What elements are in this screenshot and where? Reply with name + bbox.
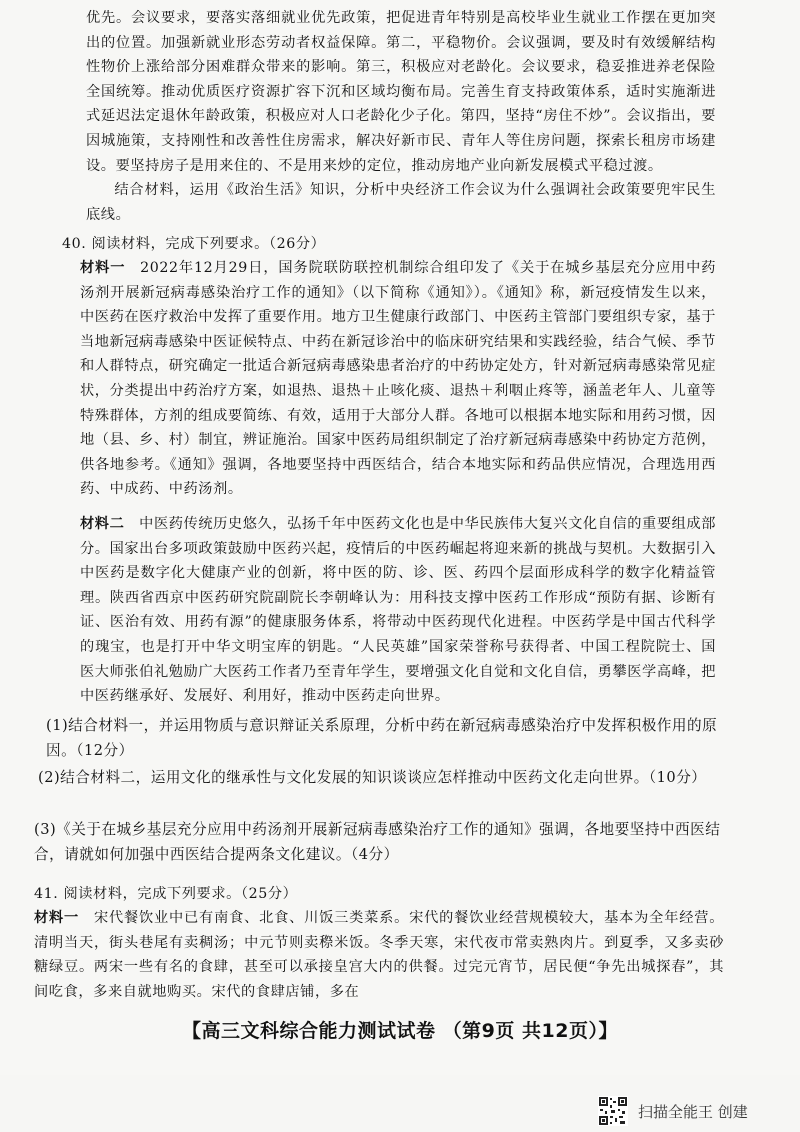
- q41-heading: 41. 阅读材料，完成下列要求。（25分）: [34, 886, 298, 902]
- q39-policy-paragraph: 优先。会议要求，要落实落细就业优先政策，把促进青年特别是高校毕业生就业工作摆在更加突出的位置。加强新就业形态劳动者权益保障。第二，平稳物价。会议强调，要及时有效缓解结构性物价上涨给部分困难群众带来的影响。第三，积极应对老龄化。会议要求，稳妥推进养老保险全国统筹。推动优质医疗资源扩容下沉和区域均衡布局。完善生育支持政策体系，适时实施渐进式延迟法定退休年龄政策，积极应对人口老龄化少子化。第四，坚持“房住不炒”。会议指出，要因城施策，支持刚性和改善性住房需求，解决好新市民、青年人等住房问题，探索长租房市场建设。要坚持房子是用来住的、不是用来炒的定位，推动房地产业向新发展模式平稳过渡。: [86, 10, 716, 174]
- q41-material-1: [34, 906, 724, 1004]
- q40-heading: 40. 阅读材料，完成下列要求。（26分）: [62, 236, 326, 252]
- page-footer: 【高三文科综合能力测试试卷 （第9页 共12页）】: [182, 1020, 618, 1042]
- q40-subquestion-1: (1)结合材料一，并运用物质与意识辩证关系原理，分析中药在新冠病毒感染治疗中发挥积极作用的原因。（12分）: [46, 717, 718, 759]
- q41-material-1-label: 材料一: [34, 910, 80, 926]
- q40-material-1: [80, 256, 716, 502]
- watermark-text: 扫描全能王 创建: [638, 1102, 748, 1121]
- q40-subquestion-2: (2)结合材料二，运用文化的继承性与文化发展的知识谈谈应怎样推动中医药文化走向世界。（10分）: [38, 769, 707, 786]
- q41-material-1-text: 宋代餐饮业中已有南食、北食、川饭三类菜系。宋代的餐饮业经营规模较大，基本为全年经营。清明当天，街头巷尾有卖稠汤；中元节则卖穄米饭。冬季天寒，宋代夜市常卖熟肉片。到夏季，又多卖砂糖绿豆。两宋一些有名的食肆，甚至可以承接皇宫大内的供餐。过完元宵节，居民便“争先出城探春”，其间吃食，多来自就地购买。宋代的食肆店铺，多在: [34, 910, 724, 1000]
- qr-code-icon: [598, 1096, 628, 1126]
- q40-material-1-label: 材料一: [80, 260, 126, 276]
- q40-material-2-label: 材料二: [80, 516, 125, 532]
- q40-material-1-text: 2022年12月29日，国务院联防联控机制综合组印发了《关于在城乡基层充分应用中药汤剂开展新冠病毒感染治疗工作的通知》（以下简称《通知》）。《通知》称，新冠疫情发生以来，中医药在医疗救治中发挥了重要作用。地方卫生健康行政部门、中医药主管部门要组织专家，基于当地新冠病毒感染中医证候特点、中药在新冠诊治中的临床研究结果和实践经验，结合气候、季节和人群特点，研究确定一批适合新冠病毒感染患者治疗的中药协定处方，针对新冠病毒感染常见症状，分类提出中药治疗方案，如退热、退热＋止咳化痰、退热＋利咽止疼等，涵盖老年人、儿童等特殊群体，方剂的组成要简练、有效，适用于大部分人群。各地可以根据本地实际和用药习惯，因地（县、乡、村）制宜，辨证施治。国家中医药局组织制定了治疗新冠病毒感染中药协定方范例，供各地参考。《通知》强调，各地要坚持中西医结合，结合本地实际和药品供应情况，合理选用西药、中成药、中药汤剂。: [80, 260, 716, 498]
- scanner-watermark: [598, 1096, 748, 1126]
- q40-material-2: [80, 512, 716, 709]
- q40-subquestion-3: (3)《关于在城乡基层充分应用中药汤剂开展新冠病毒感染治疗工作的通知》强调，各地要坚持中西医结合，请就如何加强中西医结合提两条文化建议。（4分）: [34, 821, 721, 863]
- q39-question: 结合材料，运用《政治生活》知识，分析中央经济工作会议为什么强调社会政策要兜牢民生底线。: [86, 182, 716, 223]
- q40-material-2-text: 中医药传统历史悠久，弘扬千年中医药文化也是中华民族伟大复兴文化自信的重要组成部分。国家出台多项政策鼓励中医药兴起，疫情后的中医药崛起将迎来新的挑战与契机。大数据引入中医药是数字化大健康产业的创新，将中医的防、诊、医、药四个层面形成科学的数字化精益管理。陕西省西京中医药研究院副院长李朝峰认为：用科技支撑中医药工作形成“预防有据、诊断有证、医治有效、用药有源”的健康服务体系，将带动中医药现代化进程。中医药学是中国古代科学的瑰宝，也是打开中华文明宝库的钥匙。“人民英雄”国家荣誉称号获得者、中国工程院院士、国医大师张伯礼勉励广大医药工作者乃至青年学生，要增强文化自觉和文化自信，勇攀医学高峰，把中医药继承好、发展好、利用好，推动中医药走向世界。: [80, 516, 716, 705]
